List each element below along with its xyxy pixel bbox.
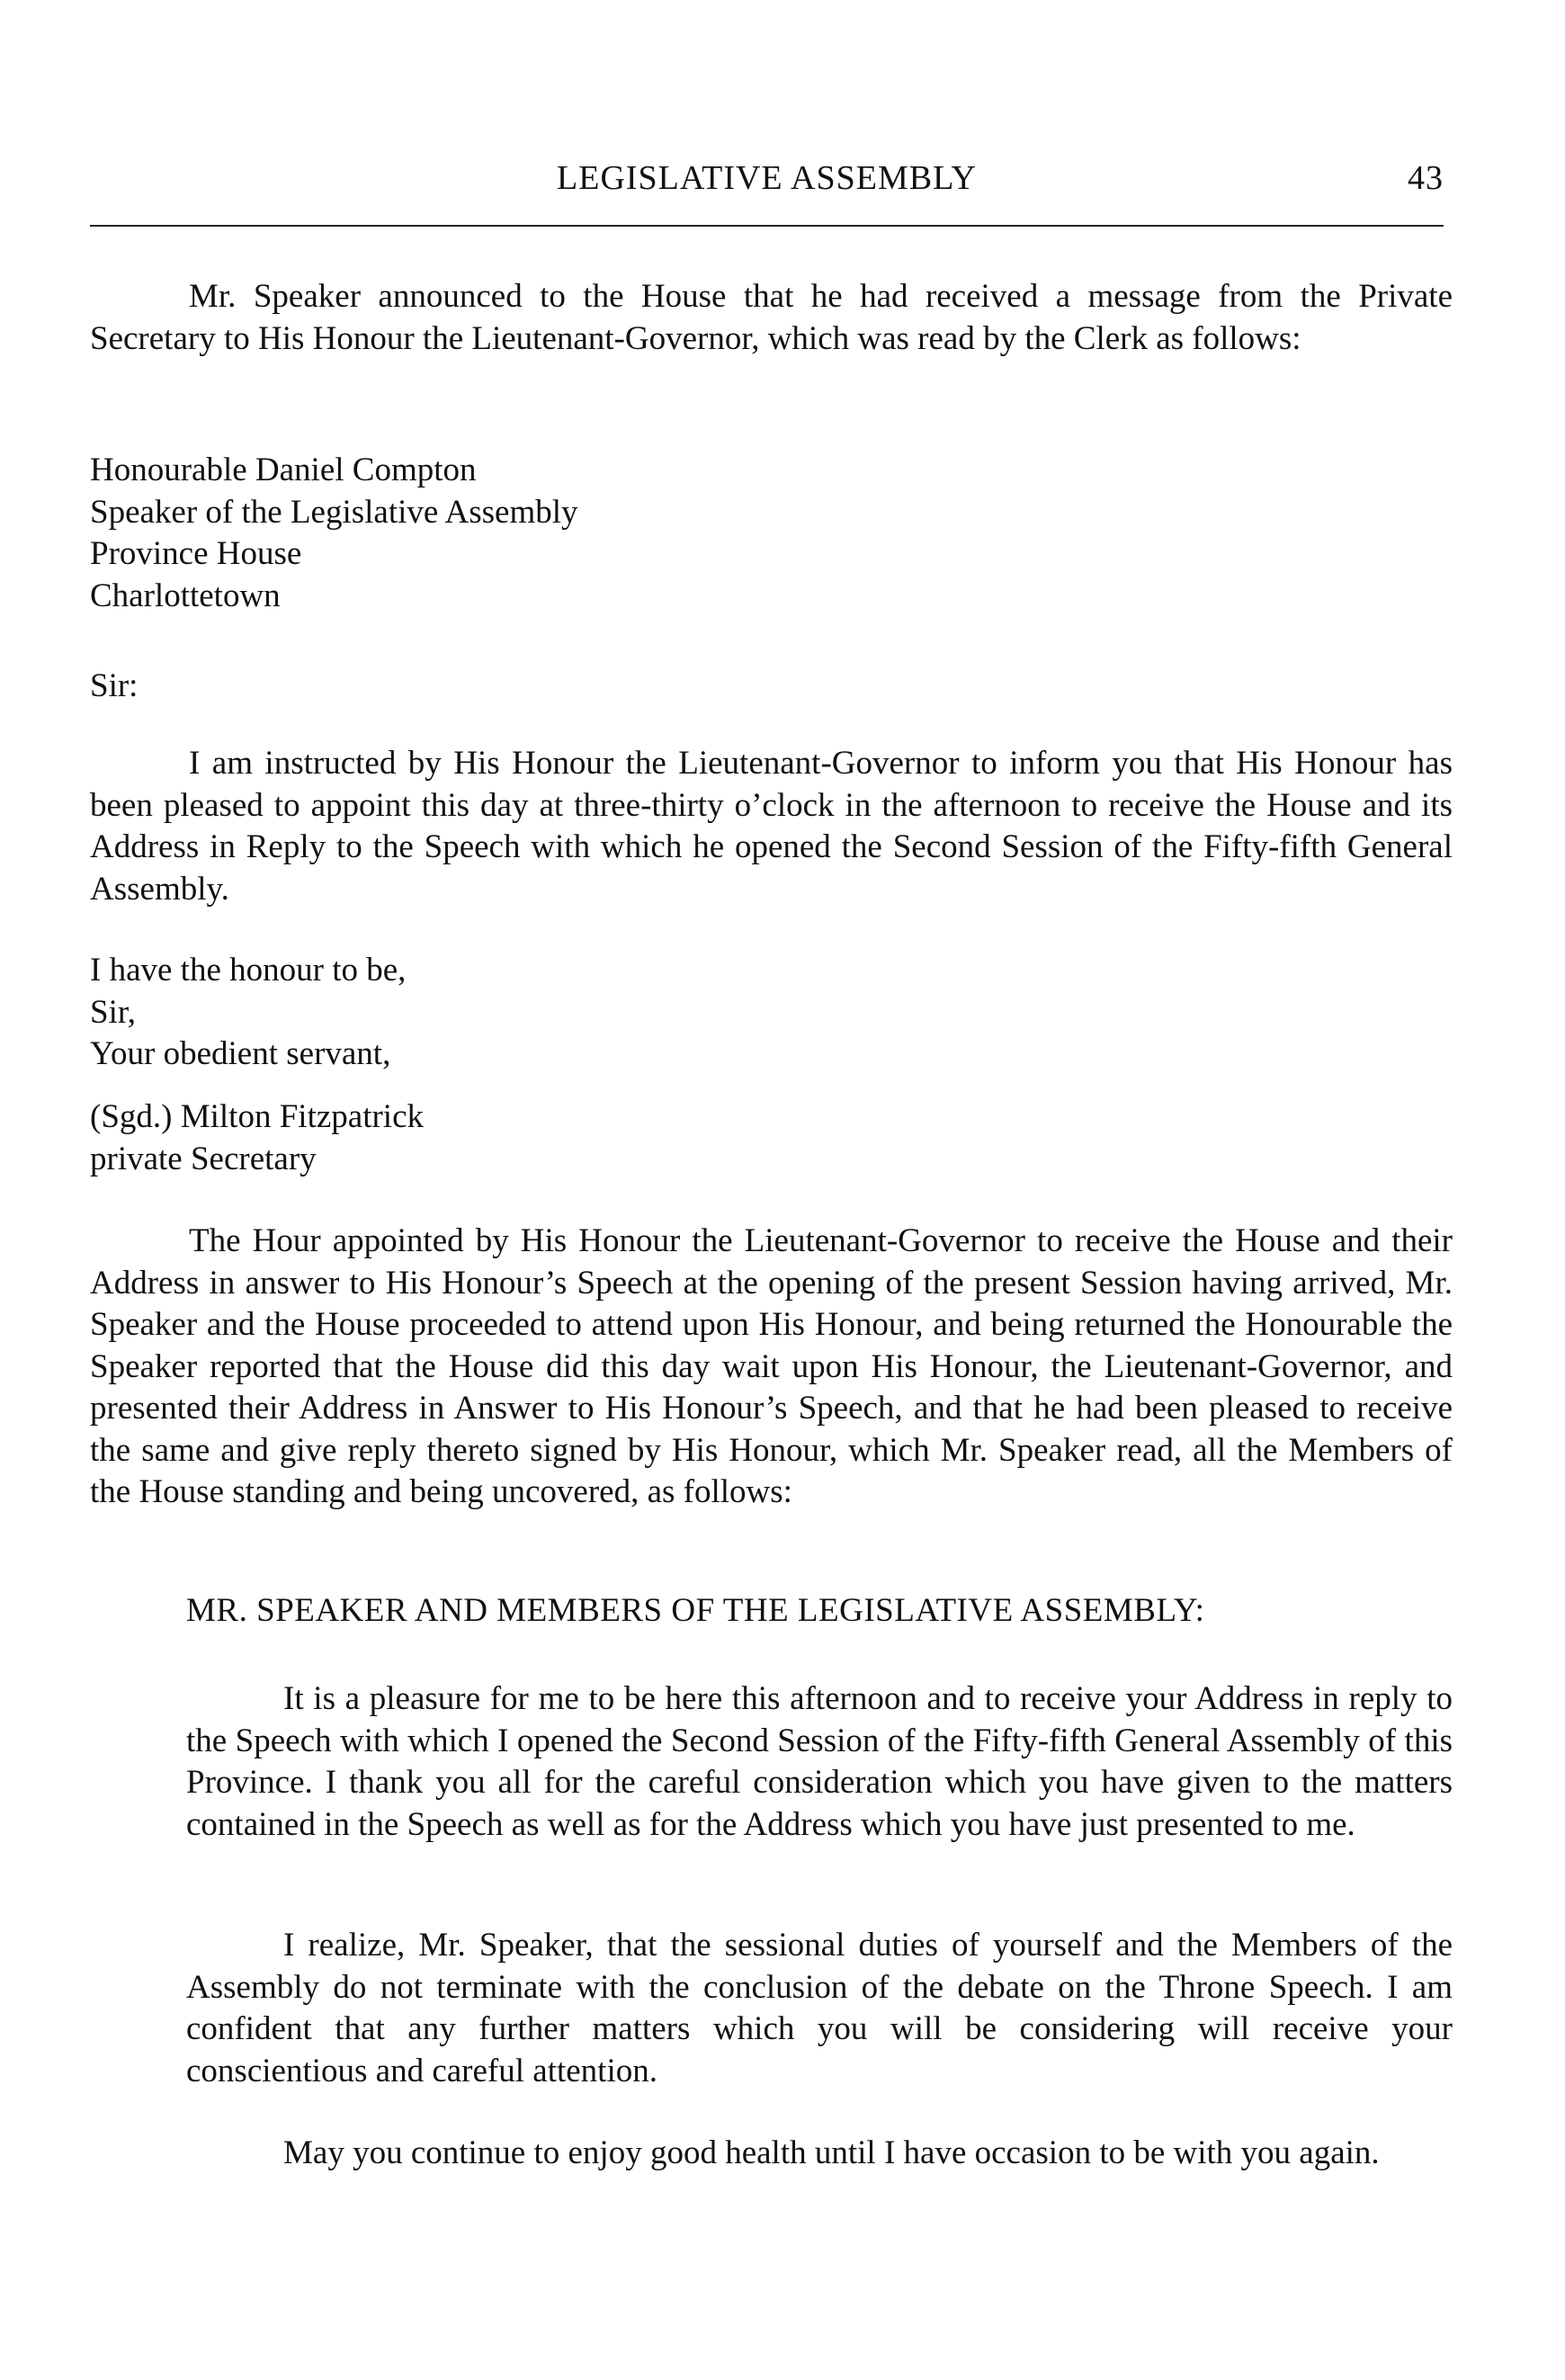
page-number: 43 [1408,159,1444,197]
proceedings-paragraph: The Hour appointed by His Honour the Lieutenant-Governor to receive the House and their Address in answer to His Honour’s Speech at the opening of the present Session having arrived, Mr. Speaker and the House proceeded to attend upon His Honour, and being returned the Honourable the Speaker reported that the House did this day wait upon His Honour, the Lieutenant-Governor, and presented their Address in Answer to His Honour’s Speech, and that he had been pleased to receive the same and give reply thereto signed by His Honour, which Mr. Speaker read, all the Members of the House standing and being uncovered, as follows: [90,1222,1453,1510]
address-line: Province House [90,535,302,572]
header-rule [90,225,1444,227]
address-line: Honourable Daniel Compton [90,452,477,488]
letter-salutation: Sir: [90,667,139,704]
reply-heading: MR. SPEAKER AND MEMBERS OF THE LEGISLATIVE ASSEMBLY: [186,1592,1205,1629]
signature-line: private Secretary [90,1140,317,1177]
intro-paragraph: Mr. Speaker announced to the House that he had received a message from the Private Secretary to His Honour the Lieutenant-Governor, which was read by the Clerk as follows: [90,278,1453,357]
running-title: LEGISLATIVE ASSEMBLY [557,159,977,197]
signature-line: (Sgd.) Milton Fitzpatrick [90,1098,424,1135]
address-line: Charlottetown [90,577,281,614]
letter-address [90,450,1453,617]
letter-closing [90,950,1453,1076]
closing-line: I have the honour to be, [90,952,407,989]
letter-body: I am instructed by His Honour the Lieutenant-Governor to inform you that His Honour has been pleased to appoint this day at three-thirty o’clock in the afternoon to receive the House and its Address in Reply to the Speech with which he opened the Second Session of the Fifty-fifth General Assembly. [90,745,1453,908]
reply-paragraph: May you continue to enjoy good health until I have occasion to be with you again. [283,2134,1380,2171]
running-header [90,158,1444,203]
reply-paragraph: It is a pleasure for me to be here this afternoon and to receive your Address in reply to the Speech with which I opened the Second Session of the Fifty-fifth General Assembly of this Province. I thank you all for the careful consideration which you have given to the matters contained in the Speech as well as for the Address which you have just presented to me. [186,1680,1453,1843]
reply-paragraph: I realize, Mr. Speaker, that the sessional duties of yourself and the Members of the Assembly do not terminate with the conclusion of the debate on the Throne Speech. I am confident that any further matters which you will be considering will receive your conscientious and careful attention. [186,1927,1453,2089]
address-line: Speaker of the Legislative Assembly [90,493,578,531]
letter-signature [90,1096,1453,1180]
closing-line: Sir, [90,993,136,1031]
closing-line: Your obedient servant, [90,1035,391,1072]
